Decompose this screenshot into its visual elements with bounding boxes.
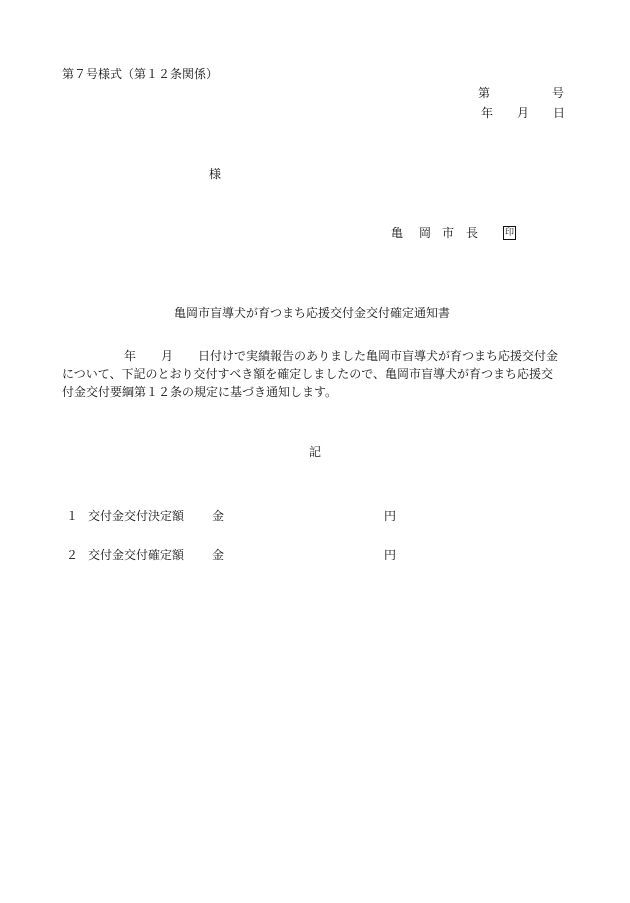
body-paragraph [62, 347, 582, 401]
ki-heading: 記 [309, 445, 322, 459]
issuer-char: 岡 [419, 226, 432, 240]
date-month-label: 月 [517, 106, 530, 120]
issuer-char: 亀 [391, 226, 404, 240]
list-item [66, 507, 406, 521]
doc-number-suffix: 号 [552, 86, 565, 100]
document-title: 亀岡市盲導犬が育つまち応援交付金交付確定通知書 [174, 306, 451, 320]
item-number: １ [66, 509, 79, 523]
body-line-1 [62, 347, 582, 365]
seal-stamp: 印 [504, 228, 514, 238]
item-amount-unit: 円 [384, 509, 397, 523]
item-number: ２ [66, 548, 79, 562]
body-line-2: について、下記のとおり交付すべき額を確定しましたので、亀岡市盲導犬が育つまち応援交 [62, 367, 554, 381]
body-line-1-text: 日付けで実績報告のありました亀岡市盲導犬が育つまち応援交付金 [198, 349, 559, 363]
recipient-honorific: 様 [209, 167, 222, 181]
doc-number-prefix: 第 [478, 86, 491, 100]
body-line-3: 付金交付要綱第１２条の規定に基づき通知します。 [62, 385, 338, 399]
body-year-label: 年 [124, 349, 137, 363]
item-amount-prefix: 金 [212, 548, 225, 562]
item-label: 交付金交付決定額 [88, 509, 185, 523]
date-day-label: 日 [553, 106, 566, 120]
body-month-label: 月 [161, 349, 174, 363]
issuer-char: 市 [442, 226, 455, 240]
date-year-label: 年 [481, 106, 494, 120]
issuer-char: 長 [466, 226, 479, 240]
list-item [66, 546, 406, 560]
issuer-name [391, 227, 521, 241]
form-label: 第７号様式（第１２条関係） [62, 67, 219, 81]
item-amount-prefix: 金 [212, 509, 225, 523]
item-amount-unit: 円 [384, 548, 397, 562]
item-label: 交付金交付確定額 [88, 548, 185, 562]
